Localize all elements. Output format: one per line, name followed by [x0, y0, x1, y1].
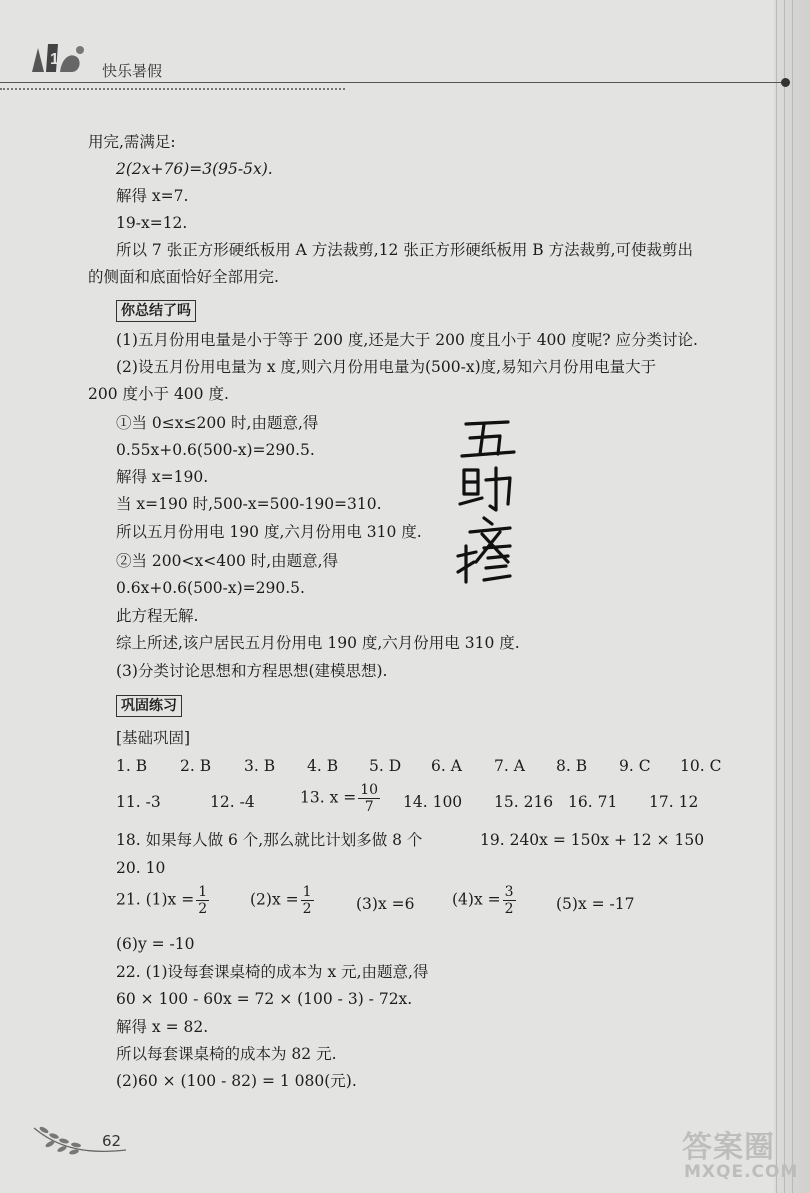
text-line: 解得 x=7. [116, 187, 189, 205]
header-title: 快乐暑假 [102, 62, 163, 80]
text-line: ②当 200<x<400 时,由题意,得 [116, 552, 339, 570]
text-line: 200 度小于 400 度. [88, 385, 229, 403]
header-rule [0, 82, 790, 83]
answer-item: 21. (1)x = $\frac{1}{2}$ [116, 884, 208, 917]
text-line: (3)分类讨论思想和方程思想(建模思想). [116, 662, 388, 680]
watermark [682, 1122, 800, 1188]
answer-item: 4. B [307, 757, 339, 775]
watermark-text: 答案圈 [682, 1130, 775, 1165]
answer-item: 5. D [369, 757, 402, 775]
text-line: 所以五月份用电 190 度,六月份用电 310 度. [116, 523, 422, 541]
answer-item: 8. B [556, 757, 588, 775]
header-dotted-rule [0, 88, 345, 90]
subsection-label: [基础巩固] [116, 729, 191, 747]
page-number: 62 [102, 1132, 122, 1150]
answer-item: 17. 12 [649, 793, 699, 811]
answer-item: 6. A [431, 757, 462, 775]
text-line: 用完,需满足: [88, 133, 176, 151]
answer-item: (3)x =6 [356, 895, 415, 913]
answer-item: 所以每套课桌椅的成本为 82 元. [116, 1045, 337, 1063]
equation-line: 60 × 100 - 60x = 72 × (100 - 3) - 72x. [116, 990, 413, 1008]
answer-item: 7. A [494, 757, 525, 775]
header-dot [781, 78, 790, 87]
answer-item: (5)x = -17 [556, 895, 635, 913]
svg-text:1: 1 [50, 51, 59, 68]
edge-line [784, 0, 785, 1193]
text-line: 综上所述,该户居民五月份用电 190 度,六月份用电 310 度. [116, 634, 520, 652]
answer-item: 13. x = $\frac{10}{7}$ [300, 782, 379, 815]
answer-item: 14. 100 [403, 793, 463, 811]
text-line: (2)设五月份用电量为 x 度,则六月份用电量为(500-x)度,易知六月份用电量大于 [116, 358, 657, 376]
text-line: (1)五月份用电量是小于等于 200 度,还是大于 200 度且小于 400 度呢? 应分类讨论. [116, 331, 698, 349]
answer-item: 20. 10 [116, 859, 166, 877]
answer-item: (6)y = -10 [116, 935, 195, 953]
watermark-url: MXQE.COM [684, 1162, 799, 1182]
edge-line [776, 0, 777, 1193]
answer-item: 22. (1)设每套课桌椅的成本为 x 元,由题意,得 [116, 963, 429, 981]
answer-item: 15. 216 [494, 793, 554, 811]
answer-item: 19. 240x = 150x + 12 × 150 [480, 831, 705, 849]
answer-item: 12. -4 [210, 793, 255, 811]
answer-item: 1. B [116, 757, 148, 775]
equation-line: 0.55x+0.6(500-x)=290.5. [116, 441, 315, 459]
answer-item: 16. 71 [568, 793, 618, 811]
answer-item: 10. C [680, 757, 722, 775]
text-line: 19-x=12. [116, 214, 188, 232]
page-header [0, 0, 810, 100]
answer-item: (4)x = $\frac{3}{2}$ [452, 884, 514, 917]
answer-item: 18. 如果每人做 6 个,那么就比计划多做 8 个 [116, 831, 423, 849]
answer-item: (2)60 × (100 - 82) = 1 080(元). [116, 1072, 357, 1090]
answer-item: 9. C [619, 757, 651, 775]
text-line: 解得 x=190. [116, 468, 209, 486]
equation-line: 2(2x+76)=3(95-5x). [116, 160, 273, 178]
answer-item: 11. -3 [116, 793, 161, 811]
section-title-summary: 你总结了吗 [116, 300, 196, 322]
answer-item: 3. B [244, 757, 276, 775]
answer-item: 2. B [180, 757, 212, 775]
text-line: 当 x=190 时,500-x=500-190=310. [116, 495, 382, 513]
text-line: 所以 7 张正方形硬纸板用 A 方法裁剪,12 张正方形硬纸板用 B 方法裁剪,可使裁剪出 [116, 241, 694, 259]
edge-line [792, 0, 793, 1193]
equation-line: 0.6x+0.6(500-x)=290.5. [116, 579, 305, 597]
answer-item: 解得 x = 82. [116, 1018, 209, 1036]
text-line: 的侧面和底面恰好全部用完. [88, 268, 279, 286]
text-line: ①当 0≤x≤200 时,由题意,得 [116, 414, 319, 432]
answer-item: (2)x = $\frac{1}{2}$ [250, 884, 312, 917]
handwritten-annotation [448, 416, 528, 590]
text-line: 此方程无解. [116, 607, 199, 625]
section-title-practice: 巩固练习 [116, 695, 182, 717]
book-logo-icon [28, 38, 88, 82]
